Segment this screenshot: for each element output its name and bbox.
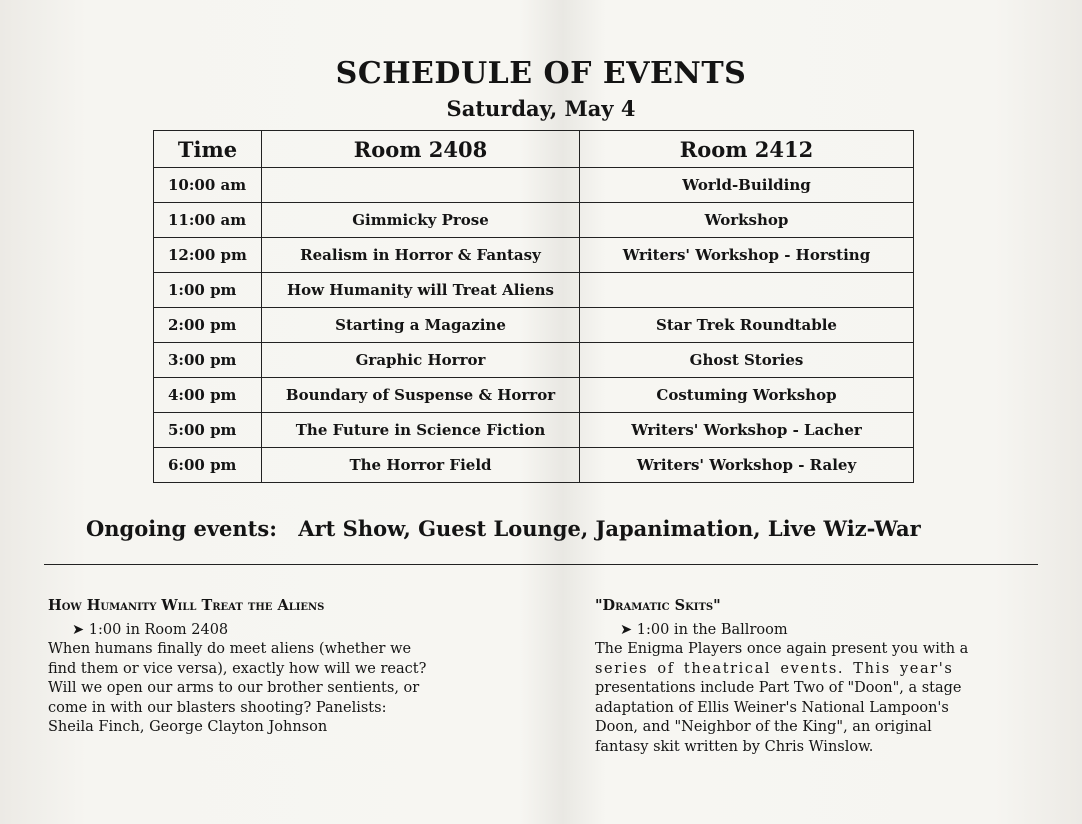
- paragraph-line: When humans finally do meet aliens (whether we: [48, 641, 412, 657]
- table-header-row: [154, 131, 914, 168]
- ongoing-events: [86, 516, 921, 541]
- table-row: [154, 448, 914, 483]
- table-row: [154, 343, 914, 378]
- table-row: [154, 168, 914, 203]
- paragraph-line: Sheila Finch, George Clayton Johnson: [48, 719, 328, 735]
- time-cell: 11:00 am: [154, 203, 262, 238]
- table-row: [154, 203, 914, 238]
- room-2408-cell: The Future in Science Fiction: [262, 413, 580, 448]
- paragraph-line: Doon, and "Neighbor of the King", an original: [595, 719, 932, 735]
- paragraph-line: fantasy skit written by Chris Winslow.: [595, 738, 874, 755]
- header-time: Time: [154, 131, 262, 168]
- time-cell: 12:00 pm: [154, 238, 262, 273]
- skits-description: [595, 640, 968, 757]
- room-2412-cell: Ghost Stories: [580, 343, 914, 378]
- time-cell: 3:00 pm: [154, 343, 262, 378]
- room-2408-cell: Realism in Horror & Fantasy: [262, 238, 580, 273]
- room-2408-cell: How Humanity will Treat Aliens: [262, 273, 580, 308]
- paragraph-line: adaptation of Ellis Weiner's National Lampoon's: [595, 699, 949, 716]
- ongoing-events-label: Ongoing events:: [86, 516, 277, 541]
- schedule-title: SCHEDULE OF EVENTS: [335, 56, 747, 91]
- room-2412-cell: Writers' Workshop - Lacher: [580, 413, 914, 448]
- room-2408-cell: Gimmicky Prose: [262, 203, 580, 238]
- room-2412-cell: Writers' Workshop - Horsting: [580, 238, 914, 273]
- paragraph-line: come in with our blasters shooting? Panelists:: [48, 699, 387, 716]
- room-2408-cell: [262, 168, 580, 203]
- aliens-heading: How Humanity Will Treat the Aliens: [48, 597, 325, 614]
- time-cell: 1:00 pm: [154, 273, 262, 308]
- table-row: [154, 413, 914, 448]
- table-row: [154, 238, 914, 273]
- paragraph-line: series of theatrical events. This year's: [595, 660, 954, 677]
- time-cell: 10:00 am: [154, 168, 262, 203]
- paragraph-line: find them or vice versa), exactly how will we react?: [48, 660, 427, 677]
- room-2412-cell: Writers' Workshop - Raley: [580, 448, 914, 483]
- table-row: [154, 273, 914, 308]
- room-2412-cell: Workshop: [580, 203, 914, 238]
- room-2408-cell: Starting a Magazine: [262, 308, 580, 343]
- room-2412-cell: Star Trek Roundtable: [580, 308, 914, 343]
- schedule-date: Saturday, May 4: [446, 96, 636, 121]
- ongoing-events-list: Art Show, Guest Lounge, Japanimation, Live Wiz-War: [298, 516, 921, 541]
- header-room-2412: Room 2412: [580, 131, 914, 168]
- section-divider: [44, 564, 1038, 565]
- room-2412-cell: [580, 273, 914, 308]
- room-2412-cell: World-Building: [580, 168, 914, 203]
- table-row: [154, 378, 914, 413]
- room-2408-cell: Boundary of Suspense & Horror: [262, 378, 580, 413]
- paragraph-line: presentations include Part Two of "Doon", a stage: [595, 680, 962, 696]
- aliens-description: [48, 640, 426, 738]
- skits-heading: "Dramatic Skits": [595, 597, 721, 614]
- table-row: [154, 308, 914, 343]
- time-cell: 4:00 pm: [154, 378, 262, 413]
- header-room-2408: Room 2408: [262, 131, 580, 168]
- time-cell: 5:00 pm: [154, 413, 262, 448]
- paragraph-line: The Enigma Players once again present you with a: [595, 641, 969, 657]
- aliens-time-location: ➤ 1:00 in Room 2408: [72, 622, 229, 638]
- paragraph-line: Will we open our arms to our brother sentients, or: [48, 680, 420, 696]
- schedule-table: [153, 130, 914, 483]
- room-2408-cell: The Horror Field: [262, 448, 580, 483]
- room-2412-cell: Costuming Workshop: [580, 378, 914, 413]
- time-cell: 6:00 pm: [154, 448, 262, 483]
- skits-time-location: ➤ 1:00 in the Ballroom: [620, 622, 788, 638]
- time-cell: 2:00 pm: [154, 308, 262, 343]
- room-2408-cell: Graphic Horror: [262, 343, 580, 378]
